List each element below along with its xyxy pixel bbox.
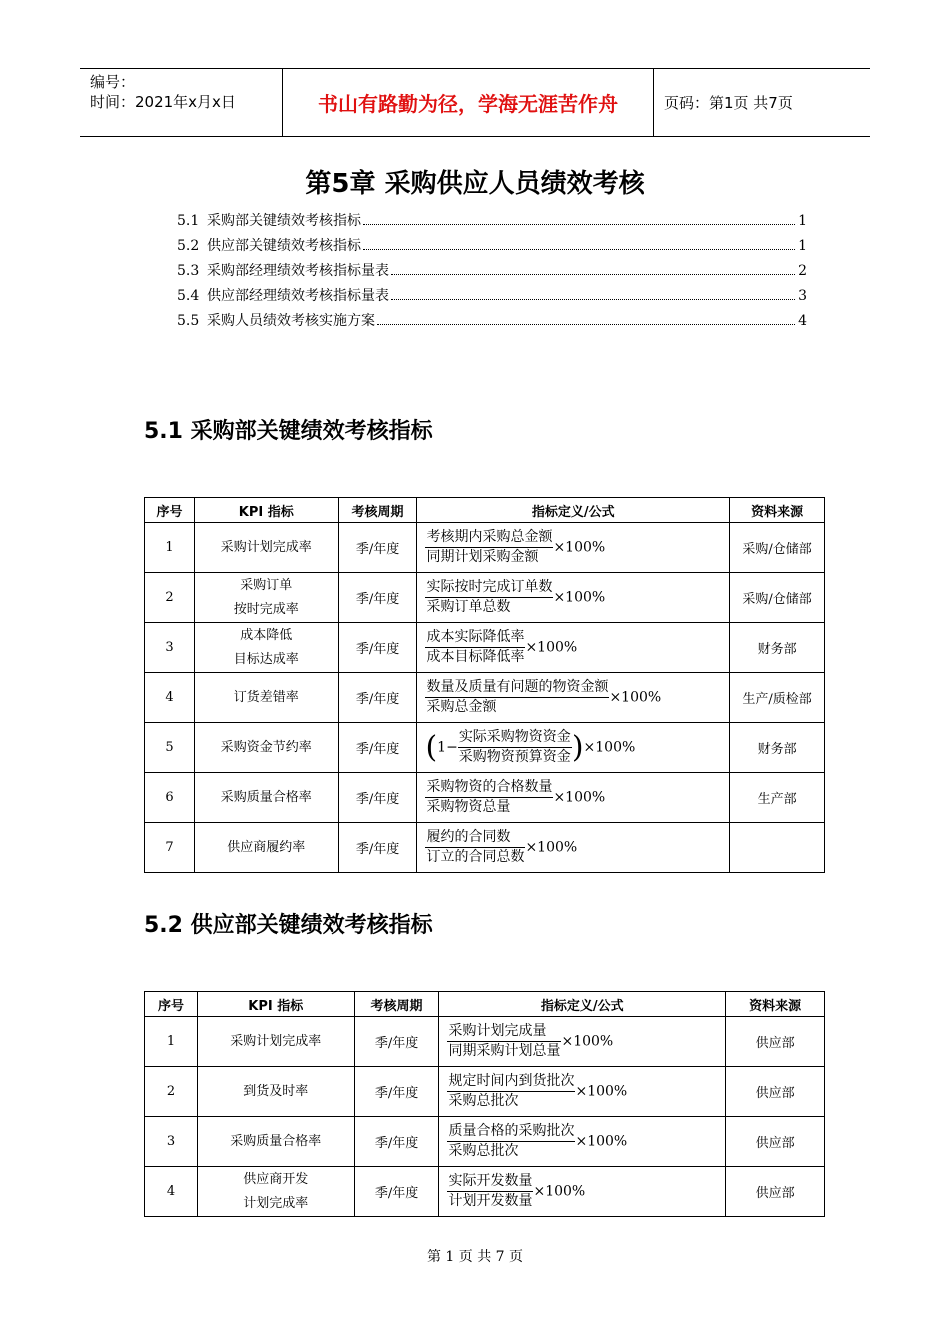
assessment-period: 季/年度 [338,623,417,673]
formula [439,1017,726,1067]
fraction [425,528,553,567]
fraction [447,1072,575,1111]
toc-title: 采购部经理绩效考核指标量表 [207,263,389,279]
chapter-title: 第5章 采购供应人员绩效考核 [305,169,645,199]
multiplier: ×100% [525,639,578,656]
toc-leader [363,224,795,225]
row-number: 4 [145,673,195,723]
numerator: 数量及质量有问题的物资金额 [425,678,609,698]
multiplier: ×100% [553,589,606,606]
denominator: 采购物资总量 [426,799,511,815]
formula [439,1067,726,1117]
fraction [425,578,553,617]
kpi-name [194,723,338,773]
toc-item[interactable] [177,235,807,260]
toc-page: 2 [798,263,807,279]
row-number: 3 [145,1117,198,1167]
col-header-period: 考核周期 [338,498,417,523]
multiplier: ×100% [553,539,606,556]
formula [417,773,730,823]
row-number: 2 [145,1067,198,1117]
kpi-name-line: 成本降低 [240,627,293,643]
toc-title: 采购部关键绩效考核指标 [207,213,361,229]
formula-prefix: 1− [437,739,458,756]
kpi-name [194,573,338,623]
assessment-period: 季/年度 [338,673,417,723]
formula [439,1167,726,1217]
toc-leader [377,324,795,325]
kpi-name [194,523,338,573]
toc-leader [391,299,795,300]
kpi-table-purchasing [144,497,825,873]
section-2-title: 5.2 供应部关键绩效考核指标 [144,913,433,938]
data-source: 生产部 [730,773,825,823]
denominator: 采购总批次 [448,1093,519,1109]
page-header [80,68,870,137]
fraction [447,1172,533,1211]
denominator: 采购订单总数 [426,599,511,615]
denominator: 采购总批次 [448,1143,519,1159]
kpi-name-line: 订货差错率 [233,689,299,705]
kpi-name [194,773,338,823]
kpi-name-line: 目标达成率 [233,651,299,667]
denominator: 采购物资预算资金 [458,749,571,765]
row-number: 6 [145,773,195,823]
row-number: 7 [145,823,195,873]
toc-number: 5.1 [177,213,200,229]
table-row [145,1117,825,1167]
kpi-name-line: 供应商开发 [243,1171,309,1187]
fraction [447,1122,575,1161]
data-source: 供应部 [726,1017,825,1067]
col-header-kpi: KPI 指标 [194,498,338,523]
numerator: 考核期内采购总金额 [425,528,553,548]
table-row [145,1067,825,1117]
header-meta [80,69,282,136]
col-header-source: 资料来源 [730,498,825,523]
table-row [145,523,825,573]
assessment-period: 季/年度 [338,523,417,573]
assessment-period: 季/年度 [354,1067,439,1117]
col-header-period: 考核周期 [354,992,439,1017]
assessment-period: 季/年度 [354,1167,439,1217]
toc-leader [391,274,795,275]
assessment-period: 季/年度 [354,1117,439,1167]
kpi-name [197,1167,354,1217]
header-page-label: 页码：第1页 共7页 [664,94,793,112]
kpi-name [197,1017,354,1067]
multiplier: ×100% [583,739,636,756]
assessment-period: 季/年度 [354,1017,439,1067]
data-source: 生产/质检部 [730,673,825,723]
multiplier: ×100% [553,789,606,806]
assessment-period: 季/年度 [338,823,417,873]
section-1-title: 5.1 采购部关键绩效考核指标 [144,419,433,444]
table-row [145,623,825,673]
kpi-name-line: 采购质量合格率 [220,789,312,805]
row-number: 5 [145,723,195,773]
denominator: 同期采购计划总量 [448,1043,561,1059]
row-number: 4 [145,1167,198,1217]
toc-page: 1 [798,213,807,229]
toc-page: 4 [798,313,807,329]
toc-leader [363,249,795,250]
toc-item[interactable] [177,260,807,285]
fraction [425,828,525,867]
col-header-kpi: KPI 指标 [197,992,354,1017]
kpi-name-line: 采购计划完成率 [220,539,312,555]
toc-number: 5.4 [177,288,200,304]
kpi-name-line: 按时完成率 [233,601,299,617]
formula [417,523,730,573]
multiplier: ×100% [525,839,578,856]
multiplier: ×100% [561,1033,614,1050]
fraction [425,678,609,717]
col-header-no: 序号 [145,992,198,1017]
page-footer: 第 1 页 共 7 页 [426,1249,524,1265]
denominator: 采购总金额 [426,699,497,715]
table-row [145,823,825,873]
fraction [458,728,572,767]
toc-title: 供应部关键绩效考核指标 [207,238,361,254]
paren-open: ( [425,730,438,765]
kpi-name [197,1117,354,1167]
data-source: 财务部 [730,723,825,773]
toc-title: 采购人员绩效考核实施方案 [207,313,375,329]
toc-page: 1 [798,238,807,254]
fraction [447,1022,561,1061]
numerator: 质量合格的采购批次 [447,1122,575,1142]
kpi-name-line: 采购资金节约率 [220,739,312,755]
data-source [730,823,825,873]
table-header-row [145,992,825,1017]
table-row [145,723,825,773]
row-number: 2 [145,573,195,623]
data-source: 财务部 [730,623,825,673]
col-header-no: 序号 [145,498,195,523]
multiplier: ×100% [609,689,662,706]
numerator: 成本实际降低率 [425,628,525,648]
toc-number: 5.2 [177,238,200,254]
denominator: 同期计划采购金额 [426,549,539,565]
denominator: 成本目标降低率 [426,649,525,665]
data-source: 采购/仓储部 [730,573,825,623]
numerator: 采购物资的合格数量 [425,778,553,798]
data-source: 采购/仓储部 [730,523,825,573]
col-header-formula: 指标定义/公式 [417,498,730,523]
row-number: 1 [145,1017,198,1067]
table-header-row [145,498,825,523]
kpi-name [197,1067,354,1117]
data-source: 供应部 [726,1117,825,1167]
kpi-name-line: 供应商履约率 [227,839,306,855]
kpi-name-line: 采购质量合格率 [230,1133,322,1149]
table-row [145,573,825,623]
table-row [145,673,825,723]
kpi-table-supply [144,991,825,1217]
kpi-name-line: 采购计划完成率 [230,1033,322,1049]
toc-item[interactable] [177,210,807,235]
denominator: 计划开发数量 [448,1193,533,1209]
data-source: 供应部 [726,1167,825,1217]
multiplier: ×100% [533,1183,586,1200]
table-row [145,773,825,823]
time-label: 时间：2021年x月x日 [90,93,236,111]
numerator: 实际开发数量 [447,1172,533,1192]
kpi-name-line: 计划完成率 [243,1195,309,1211]
kpi-name [194,823,338,873]
row-number: 1 [145,523,195,573]
row-number: 3 [145,623,195,673]
kpi-name [194,623,338,673]
table-row [145,1167,825,1217]
kpi-name-line: 到货及时率 [243,1083,309,1099]
kpi-name [194,673,338,723]
toc-title: 供应部经理绩效考核指标量表 [207,288,389,304]
kpi-name-line: 采购订单 [240,577,293,593]
formula [417,823,730,873]
col-header-formula: 指标定义/公式 [439,992,726,1017]
fraction [425,778,553,817]
toc-number: 5.5 [177,313,200,329]
toc-number: 5.3 [177,263,200,279]
formula [417,623,730,673]
header-motto: 书山有路勤为径，学海无涯苦作舟 [282,69,654,136]
paren-close: ) [571,730,584,765]
formula [417,573,730,623]
formula [439,1117,726,1167]
multiplier: ×100% [575,1083,628,1100]
numerator: 实际按时完成订单数 [425,578,553,598]
table-row [145,1017,825,1067]
col-header-source: 资料来源 [726,992,825,1017]
toc-item[interactable] [177,285,807,310]
denominator: 订立的合同总数 [426,849,525,865]
assessment-period: 季/年度 [338,723,417,773]
formula [417,723,730,773]
numerator: 规定时间内到货批次 [447,1072,575,1092]
multiplier: ×100% [575,1133,628,1150]
numerator: 履约的合同数 [425,828,525,848]
assessment-period: 季/年度 [338,773,417,823]
table-of-contents [177,210,807,335]
toc-page: 3 [798,288,807,304]
assessment-period: 季/年度 [338,573,417,623]
data-source: 供应部 [726,1067,825,1117]
toc-item[interactable] [177,310,807,335]
code-label: 编号： [90,73,136,91]
fraction [425,628,525,667]
numerator: 实际采购物资资金 [458,728,572,748]
numerator: 采购计划完成量 [447,1022,561,1042]
formula [417,673,730,723]
